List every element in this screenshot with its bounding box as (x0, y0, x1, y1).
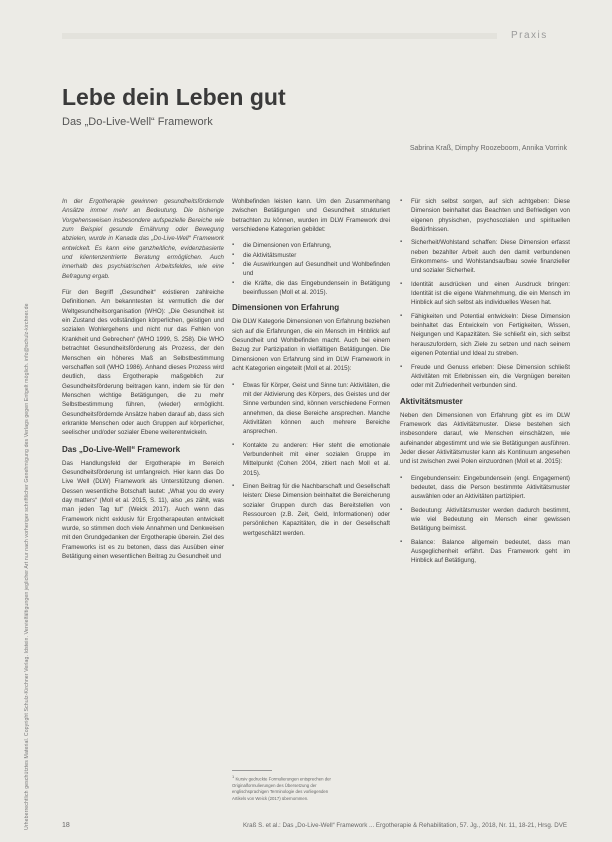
list-item: ▪ Freude und Genuss erleben: Diese Dimension schließt Aktivitäten mit Erlebnissen ein, die Vergnügen bereiten oder mit Zufriedenheit verbunden sind. (400, 363, 570, 391)
intro-paragraph: In der Ergotherapie gewinnen gesundheitsfördernde Ansätze immer mehr an Bedeutung. Die bisherige Vorgehensweisen insbesondere aufspezielle Bereiche wie zum Beispiel gesunde Ernährung oder Bewegung abzielen, wurde in Kanada das „Do-Live-Well“ Framework entwickelt. Es kann eine ganzheitliche, evidenzbasierte und klientenzentrierte Beratung ermöglichen. Auch innerhalb des psychiatrischen Arbeitsfeldes, wie eine Befragung ergab. (62, 198, 224, 280)
list-item: ▪ die Aktivitätsmuster (232, 251, 390, 260)
footnote-text: Kursiv gedruckte Formulierungen entsprechen der Originalformulierungen des Übersetzung der englischsprachigen Terminologie des vorliegenden Artikels von Weick (2017) übernommen. (232, 776, 331, 801)
copyright-note: Urheberrechtlich geschütztes Material. Copyright Schulz-Kirchner Verlag. Idstein. Vervielfältigungen jeglicher Art nur nach vorheriger schriftlicher Genehmigung des Verlags gegen Entgelt möglich. info@schulz-kirchner.de (24, 303, 30, 830)
article-title: Lebe dein Leben gut (62, 84, 286, 110)
list-item: ▪ Eingebundensein: Eingebundensein (engl. Engagement) bedeutet, dass die Person bestimmte Aktivitätsmuster auswählen oder an Aktivitäten partizipiert. (400, 474, 570, 502)
list-item: ▪ Einen Beitrag für die Nachbarschaft und Gesellschaft leisten: Diese Dimension beinhaltet die Bereicherung sozialer Gruppen durch das Bereitstellen von Ressourcen (z.B. Zeit, Geld, Informationen) oder persönlichen Kapazitäten, die in der Gesellschaft wertgeschätzt werden. (232, 482, 390, 538)
list-item: ▪ Identität ausdrücken und einen Ausdruck bringen: Identität ist die eigene Wahrnehmung, die ein Mensch im Hinblick auf sich selbst als individuelles Wesen hat. (400, 280, 570, 308)
list-item: ▪ Balance: Balance allgemein bedeutet, dass man Ausgeglichenheit erfährt. Das Framework geht im Hinblick auf Betätigung, (400, 538, 570, 566)
text-column-2 (232, 197, 390, 544)
dimension-list-continued (400, 197, 570, 391)
body-paragraph: Das Handlungsfeld der Ergotherapie im Bereich Gesundheitsförderung ist umfangreich. Hier kann das Do Live Well (DLW) Framework als Unterstützung dienen. Dessen wesentliche Botschaft lautet: „What you do every day matters“ (Moll et al. 2015, S. 11), also „es zählt, was man jeden Tag tut“ (Weick 2017). Auch wenn das Framework nicht exklusiv für Ergotherapeuten entwickelt wurde, so stimmen doch viele Annahmen und Denkweisen mit den Grundgedanken der Ergotherapie überein. Ziel des Frameworks ist es zu betonen, dass das Ausüben einer Betätigung einen wesentlichen Beitrag zu Gesundheit und (62, 459, 224, 561)
dimension-list (232, 381, 390, 539)
article-subtitle: Das „Do-Live-Well“ Framework (62, 116, 213, 128)
list-item: ▪ Kontakte zu anderen: Hier steht die emotionale Verbundenheit mit einer sozialen Gruppe im Mittelpunkt (Cohen 2004, zitiert nach Moll et al. 2015). (232, 441, 390, 478)
section-heading: Das „Do-Live-Well“ Framework (62, 444, 181, 454)
section-heading: Aktivitätsmuster (400, 396, 463, 406)
footnote: $^1$ Kursiv gedruckte Formulierungen entsprechen der Originalformulierungen des Übersetzung der englischsprachigen Terminologie des vorliegenden Artikels von Weick (2017) übernommen. (232, 774, 331, 801)
body-paragraph: Neben den Dimensionen von Erfahrung gibt es im DLW Framework das Aktivitätsmuster. Diese bestehen sich insbesondere darauf, wie Menschen einschätzen, wie aufeinander abgestimmt und wie sie Betätigungen ausführen. Jeder dieser Aktivitätsmuster kann als Kontinuum angesehen und ist zwischen zwei Polen einzuordnen (Moll et al. 2015): (400, 411, 570, 466)
list-item: ▪ Bedeutung: Aktivitätsmuster werden dadurch bestimmt, wie viel Bedeutung ein Mensch einer gewissen Betätigung beimisst. (400, 506, 570, 534)
list-item: ▪ Sicherheit/Wohlstand schaffen: Diese Dimension erfasst neben bezahlter Arbeit auch den damit verbundenen Einkommens- und Wohlstandsaufbau sowie finanzieller und sozialer Sicherheit. (400, 238, 570, 275)
footnote-divider (232, 770, 272, 771)
list-item: ▪ Für sich selbst sorgen, auf sich achtgeben: Diese Dimension beinhaltet das Beachten und Befriedigen von eigenen physischen, psychosozialen und spirituellen Bedürfnissen. (400, 197, 570, 234)
category-list (232, 241, 390, 297)
text-column-1 (62, 197, 224, 568)
author-line: Sabrina Kraß, Dimphy Roozeboom, Annika Vorrink (409, 145, 567, 152)
body-paragraph: Die DLW Kategorie Dimensionen von Erfahrung beziehen sich auf die Erfahrungen, die ein Mensch im Hinblick auf Gesundheit und Wohlbefinden macht. Auch bei einem Bezug zur Partizipation in vielfältigen Betätigungen. Die Dimensionen von Erfahrung sind im DLW Framework in acht Kategorien eingeteilt (Moll et al. 2015): (232, 318, 390, 373)
list-item: ▪ die Auswirkungen auf Gesundheit und Wohlbefinden und (232, 260, 390, 279)
footer-citation: Kraß S. et al.: Das „Do-Live-Well“ Framework ... Ergotherapie & Rehabilitation, 57. Jg., 2018, Nr. 11, 18-21, Hrsg. DVE (242, 822, 567, 829)
section-heading: Dimensionen von Erfahrung (232, 303, 340, 313)
body-paragraph: Wohlbefinden leisten kann. Um den Zusammenhang zwischen Betätigungen und Gesundheit strukturiert betrachten zu können, wurden im DLW Framework drei verschiedene Kategorien gebildet: (232, 198, 390, 234)
activity-pattern-list (400, 474, 570, 566)
page-number: 18 (62, 822, 70, 829)
section-label: Praxis (511, 30, 548, 41)
header-bar (62, 33, 497, 39)
list-item: ▪ die Kräfte, die das Eingebundensein in Betätigung beeinflussen (Moll et al. 2015). (232, 279, 390, 298)
list-item: ▪ Etwas für Körper, Geist und Sinne tun: Aktivitäten, die mit der Aktivierung des Körpers, des Geistes und der Sinne verbunden sind, können verschiedene Formen annehmen, da diese Bereiche ansprechen. Manche Aktivitäten können auch mehrere Bereiche ansprechen. (232, 381, 390, 437)
text-column-3 (400, 197, 570, 572)
list-item: ▪ die Dimensionen von Erfahrung, (232, 241, 390, 250)
list-item: ▪ Fähigkeiten und Potential entwickeln: Diese Dimension beinhaltet das Entwickeln von Fertigkeiten, Wissen, Neigungen und Kapazitäten. Sie schließt ein, sich selbst herauszufordern, sich Ziele zu setzen und nach seinem eigenen Potential und Ideal zu streben. (400, 312, 570, 359)
body-paragraph: Für den Begriff „Gesundheit“ existieren zahlreiche Definitionen. Am bekanntesten ist vermutlich die der Weltgesundheitsorganisation (WHO): „Die Gesundheit ist ein Zustand des vollständigen körperlichen, geistigen und sozialen Wohlergehens und nicht nur das Fehlen von Krankheit und Gebrechen“ (WHO 1999, S. 258). Die WHO betrachtet Gesundheitsförderung als Prozess, der den Menschen ein höheres Maß an Selbstbestimmung verschaffen soll (WHO 1986). Anhand dieses Prozess wird deutlich, dass Ergotherapie maßgeblich zur Gesundheitsförderung beitragen kann, indem sie für den Menschen wichtige Betätigungen, die zu mehr Selbstbestimmung führen, (wieder) ermöglicht. Gesundheitsfördernde Ansätze haben darauf ab, dass sich erkrankte Menschen oder auch Gruppen auf körperlicher, seelischer und/oder sozialer Ebene weiterentwickeln. (62, 289, 224, 437)
